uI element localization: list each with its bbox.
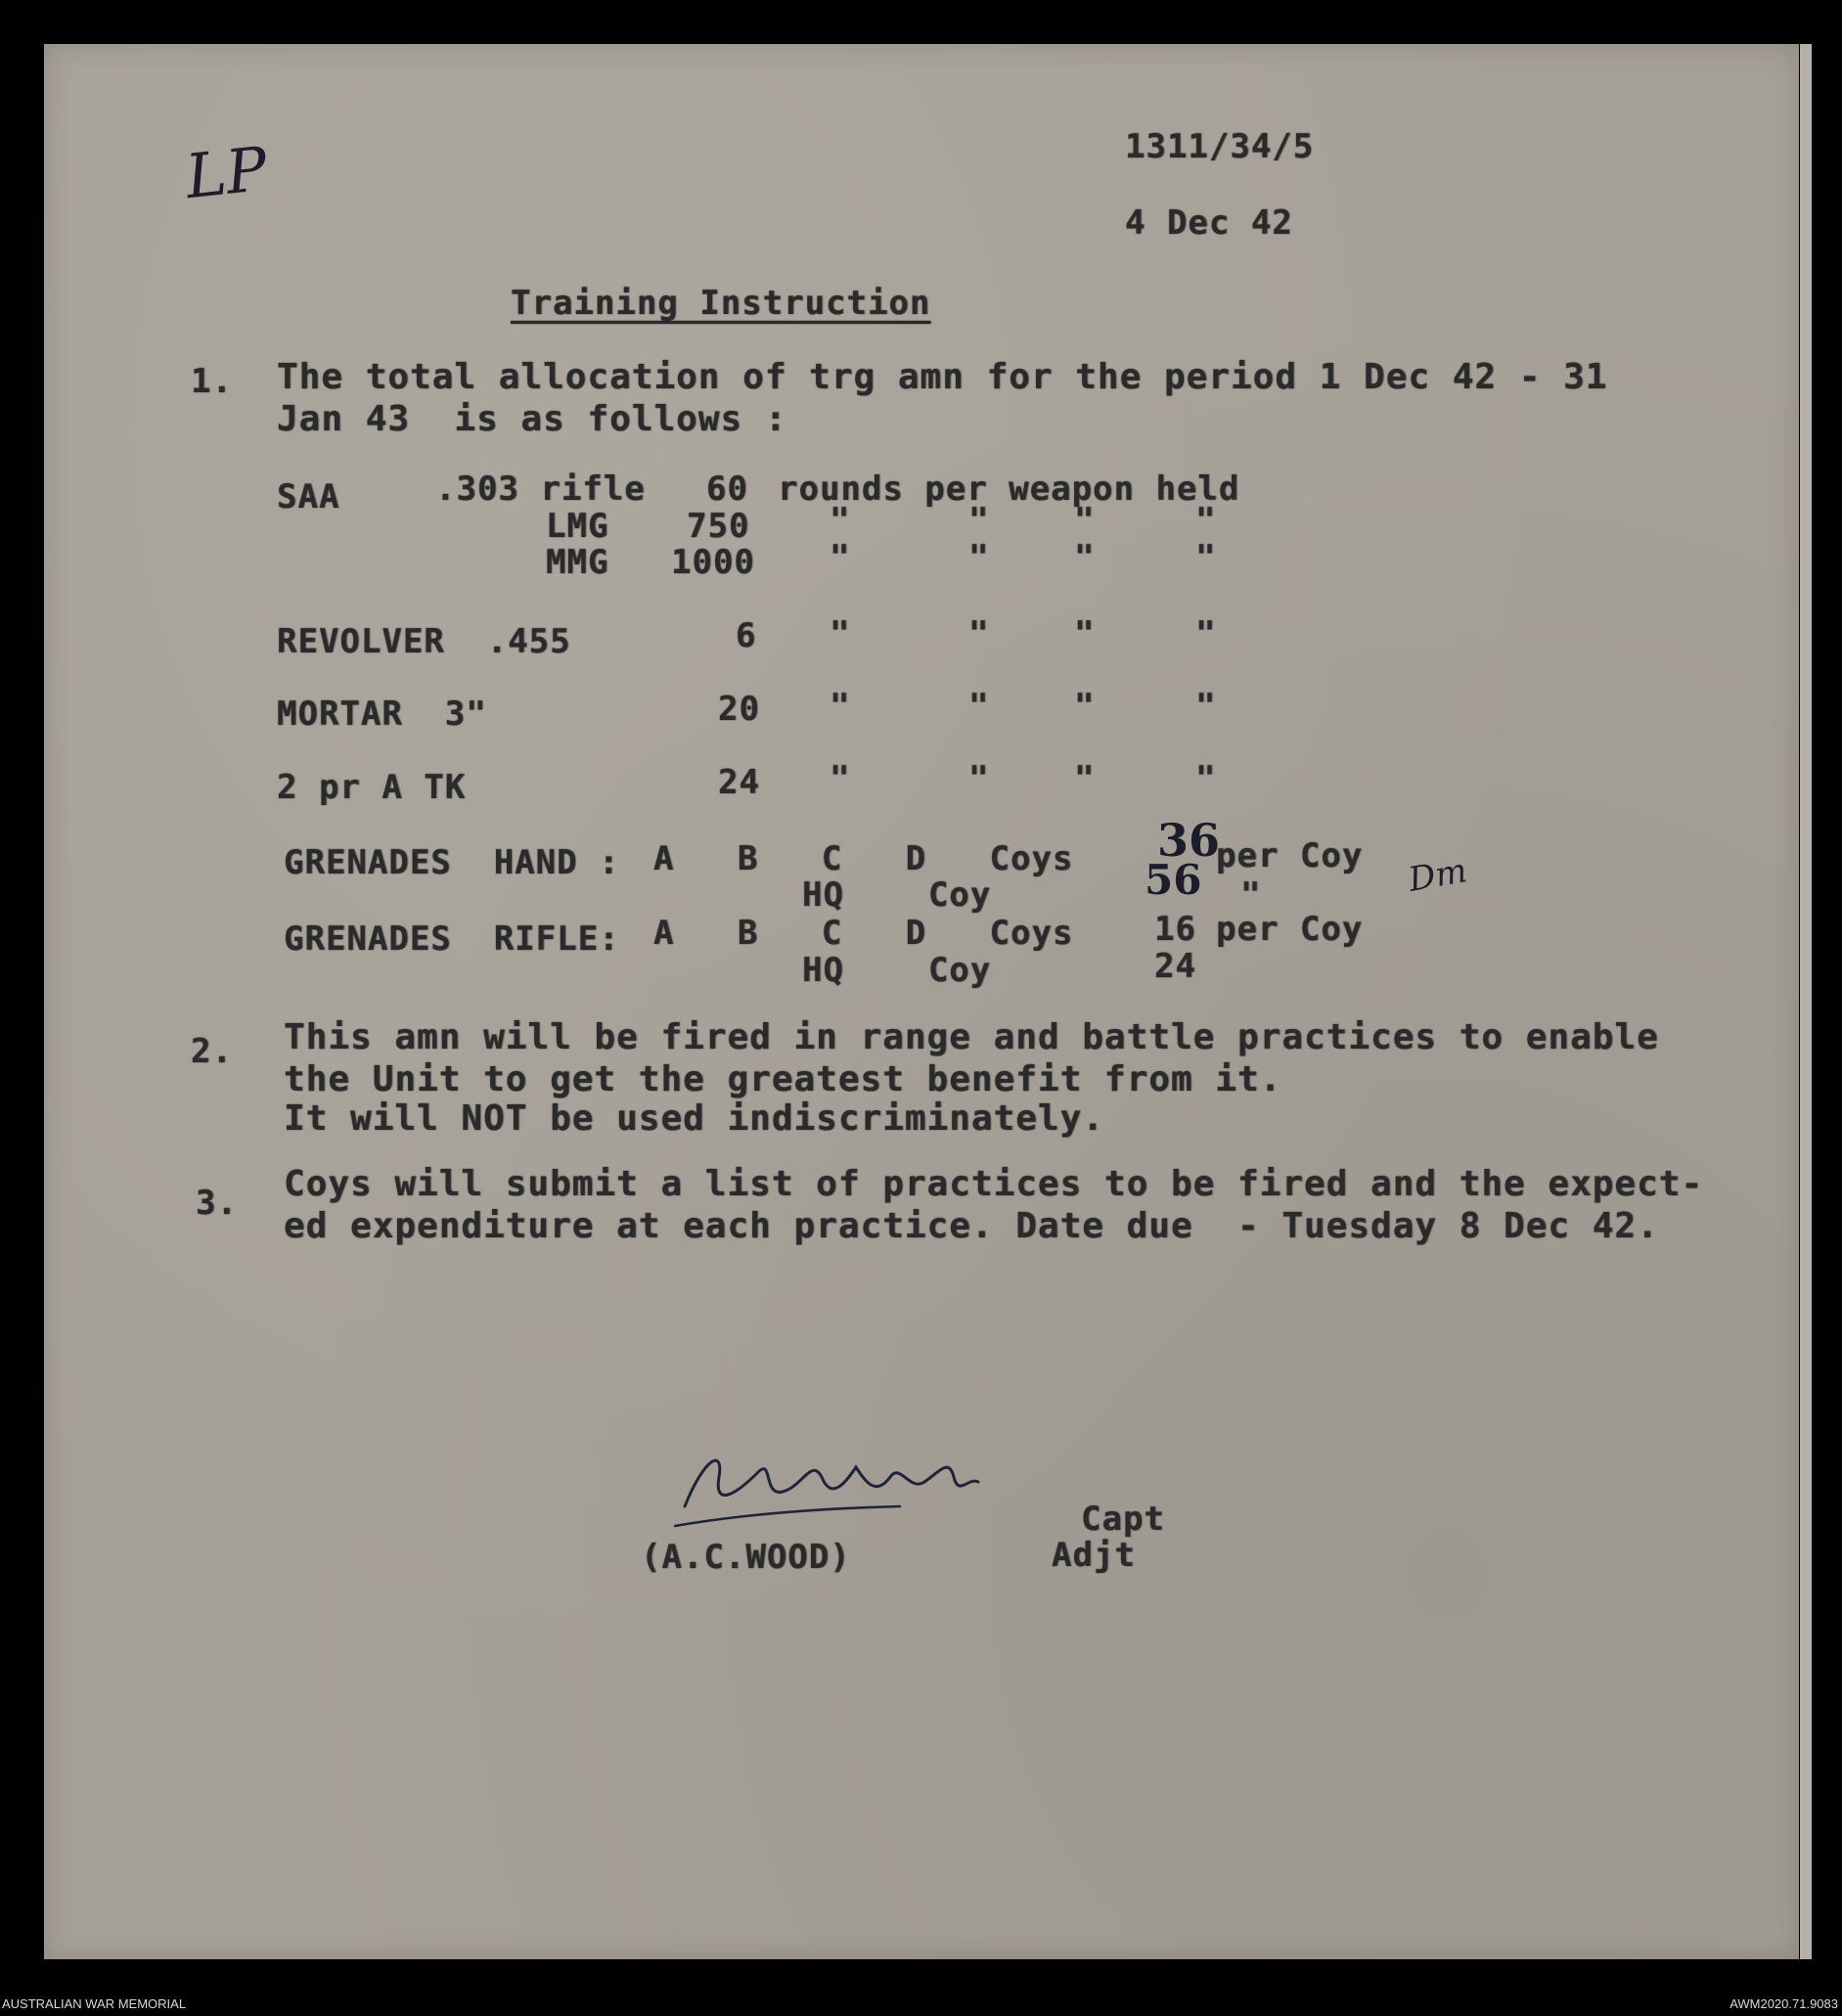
ditto-mark: " [968,687,990,726]
ditto-mark: " [1074,501,1096,540]
para2-line1: This amn will be fired in range and battle practices to enable [284,1017,1659,1057]
grenades-hand-label: GRENADES HAND : [284,843,620,882]
footer-accession-number: AWM2020.71.9083 [1730,1996,1838,2011]
document-date: 4 Dec 42 [1125,203,1293,243]
lmg-qty: 750 [687,507,750,546]
para1-line1: The total allocation of trg amn for the period 1 Dec 42 - 31 [277,357,1608,397]
para1-number: 1. [191,362,233,401]
grenades-rifle-label: GRENADES RIFLE: [284,919,620,959]
grenades-rifle-companies: A B C D Coys [653,914,1074,953]
ditto-mark: " [1074,614,1096,653]
atk-label: 2 pr A TK [277,768,467,807]
para3-line2: ed expenditure at each practice. Date due - Tuesday 8 Dec 42. [284,1206,1659,1246]
per-coy: per Coy [1216,910,1364,949]
grenades-hand-hq: HQ Coy [802,875,992,915]
signatory-name: (A.C.WOOD) [641,1538,851,1577]
ditto-mark: " [1195,614,1217,653]
ditto-mark: " [830,501,851,540]
mortar-label: MORTAR 3" [277,694,487,734]
ditto-mark: " [968,759,990,798]
grenades-rifle-qty: 16 [1154,910,1196,949]
revolver-label: REVOLVER .455 [277,622,571,661]
para2-number: 2. [191,1032,233,1071]
rounds-per-weapon: rounds per weapon held [778,470,1240,509]
ditto-mark: " [1074,759,1096,798]
grenades-rifle-hq: HQ Coy [802,951,992,990]
mmg-label: MMG [546,543,609,582]
ditto-mark: " [968,538,990,577]
handwritten-initials: Dm [1405,851,1470,900]
ditto-mark: " [1240,875,1262,915]
per-coy: per Coy [1216,836,1364,875]
ditto-mark: " [830,759,851,798]
ditto-mark: " [830,538,851,577]
ditto-mark: " [1195,501,1217,540]
atk-qty: 24 [718,763,760,802]
para3-number: 3. [196,1184,238,1223]
mortar-qty: 20 [718,690,760,729]
rifle-qty: 60 [706,470,748,509]
revolver-qty: 6 [736,616,757,655]
ditto-mark: " [1195,687,1217,726]
ditto-mark: " [1074,687,1096,726]
signatory-appointment: Adjt [1052,1536,1136,1575]
para3-line1: Coys will submit a list of practices to be fired and the expect- [284,1164,1704,1204]
mmg-qty: 1000 [671,543,755,582]
rifle-calibre: .303 rifle [435,470,646,509]
ditto-mark: " [830,614,851,653]
grenades-hand-qty: 36 [1157,814,1221,867]
grenades-rifle-hq-qty: 24 [1154,947,1196,986]
handwritten-initials: LP [182,132,271,213]
handwritten-signature [665,1438,988,1536]
ditto-mark: " [1195,759,1217,798]
ditto-mark: " [1195,538,1217,577]
ditto-mark: " [1074,538,1096,577]
grenades-hand-companies: A B C D Coys [653,839,1074,878]
para2-line3: It will NOT be used indiscriminately. [284,1098,1104,1139]
file-reference: 1311/34/5 [1125,127,1315,166]
paper-edge [1800,44,1812,1959]
ditto-mark: " [968,614,990,653]
lmg-label: LMG [546,507,609,546]
document-page [44,44,1799,1959]
document-title: Training Instruction [511,284,931,323]
grenades-hand-hq-qty: 56 [1145,856,1202,904]
ditto-mark: " [968,501,990,540]
para2-line2: the Unit to get the greatest benefit from it. [284,1059,1282,1099]
ditto-mark: " [830,687,851,726]
footer-institution: AUSTRALIAN WAR MEMORIAL [2,1996,187,2011]
signatory-rank: Capt [1081,1500,1165,1539]
saa-label: SAA [277,477,340,516]
para1-line2: Jan 43 is as follows : [277,399,787,439]
